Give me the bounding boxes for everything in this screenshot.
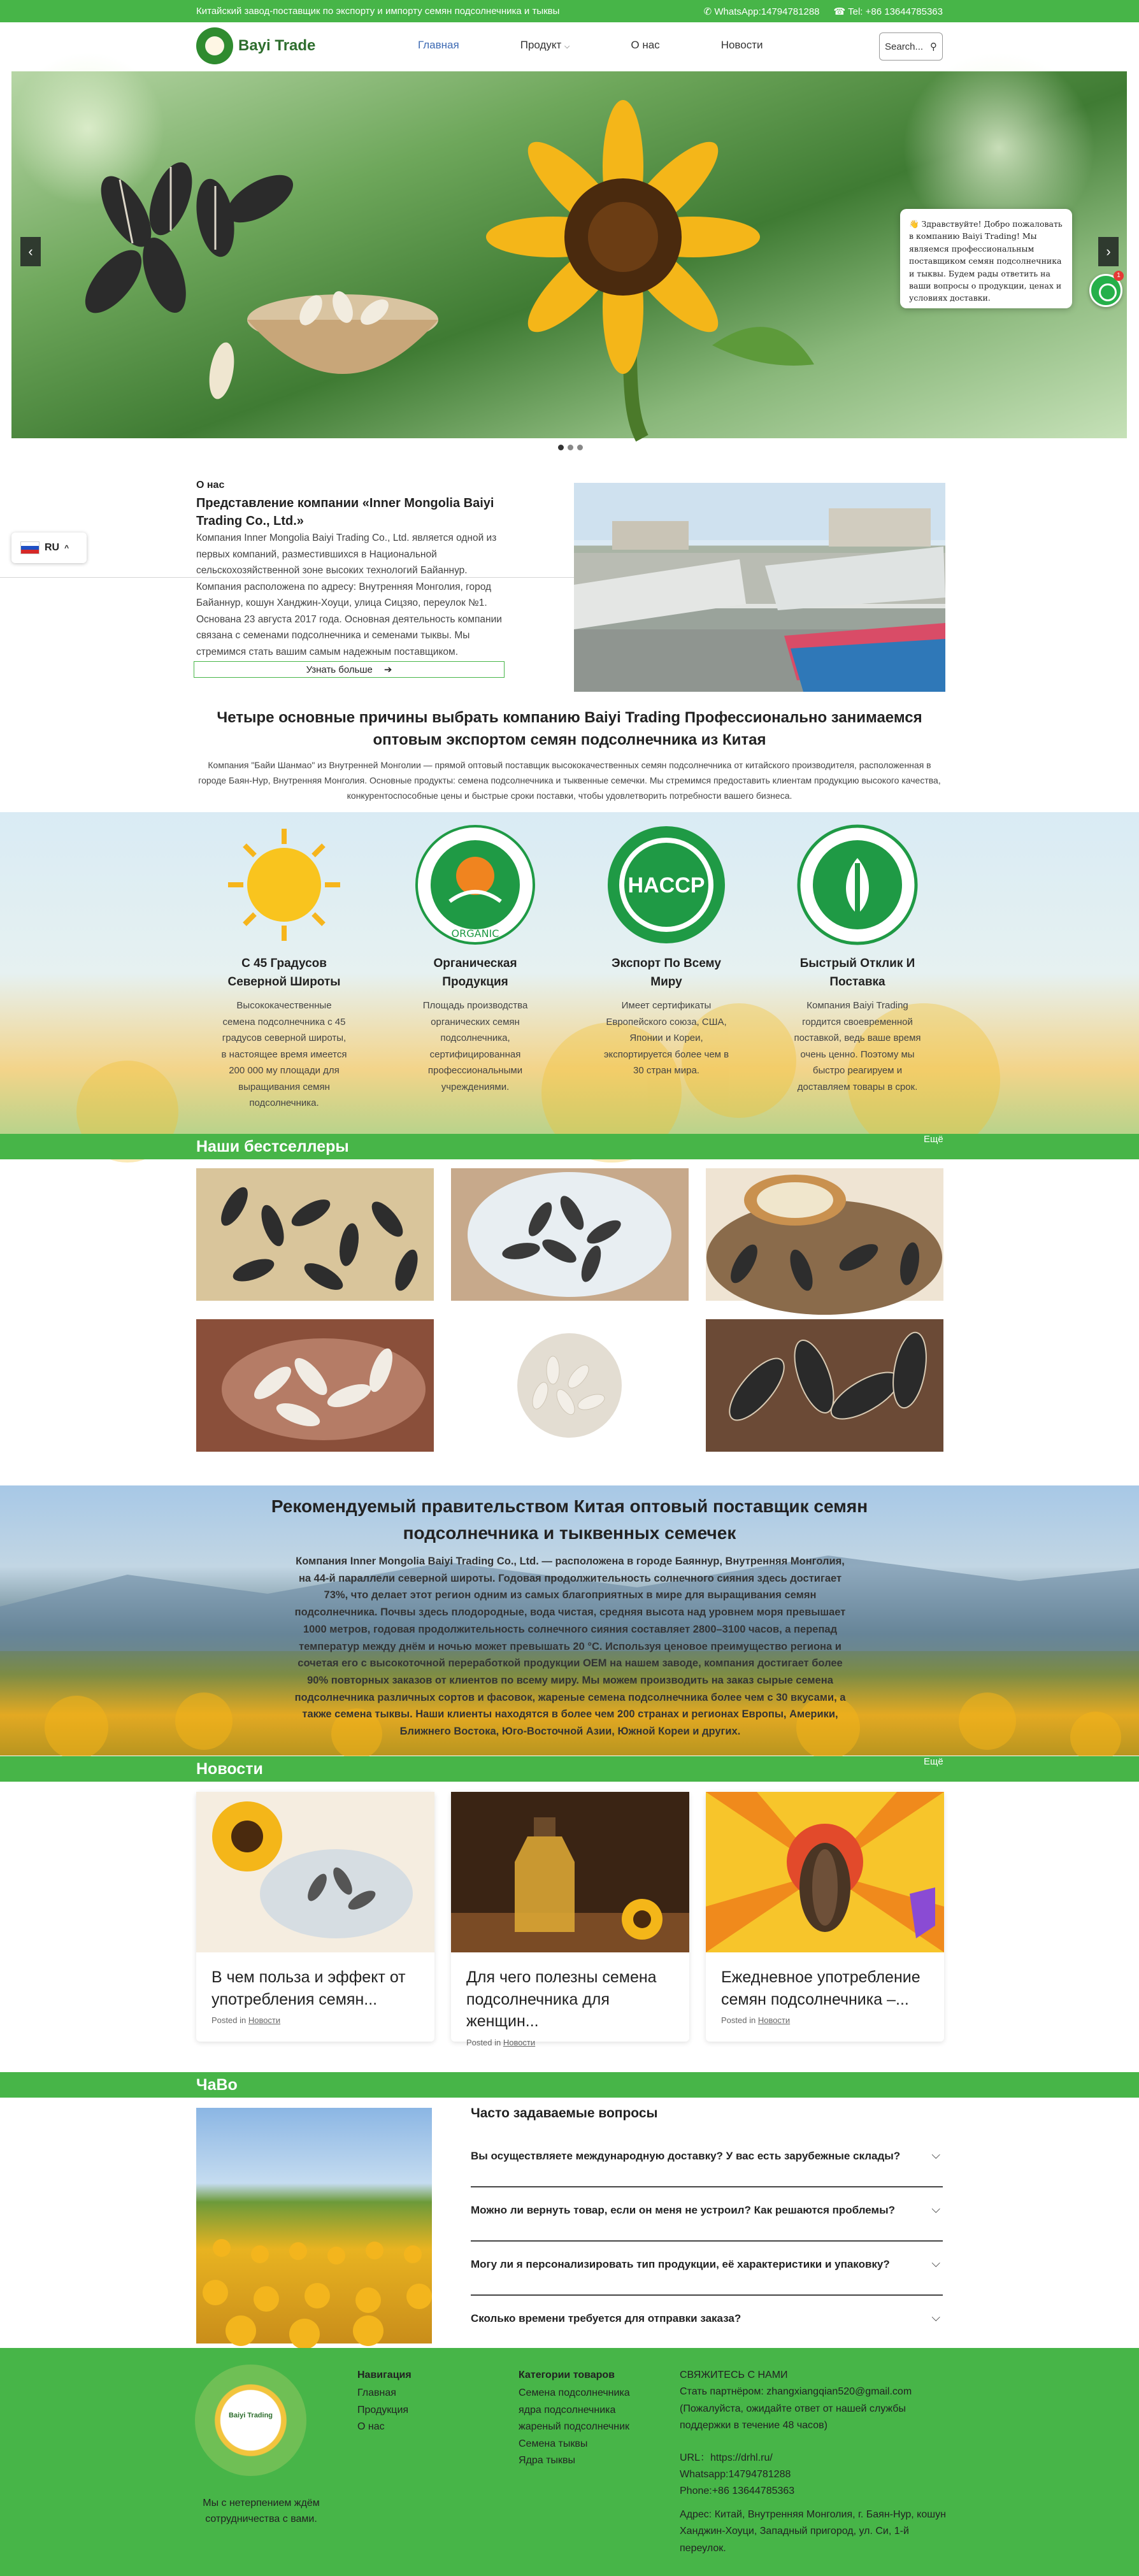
chat-popup[interactable] xyxy=(900,209,1072,308)
tel-text: Tel: +86 13644785363 xyxy=(848,6,943,17)
posted-label: Posted in xyxy=(466,2037,501,2047)
chevron-down-icon[interactable]: ⌵ xyxy=(931,2257,940,2270)
reason-title: Быстрый Отклик И Поставка xyxy=(799,957,915,989)
news-more-link[interactable]: Ещё xyxy=(924,1756,943,1767)
faq-title: Часто задаваемые вопросы xyxy=(471,2106,658,2121)
news-category-link[interactable]: Новости xyxy=(757,2015,791,2025)
chevron-right-icon: › xyxy=(1106,243,1111,259)
news-category-link[interactable]: Новости xyxy=(503,2037,536,2047)
footer-address: Адрес: Китай, Внутренняя Монголия, г. Баян-Нур, кошун Ханджин-Хоуци, Западный пригород, ул. Си, 1-й переулок. xyxy=(680,2508,946,2554)
haccp-badge-text: HACCP xyxy=(627,873,705,898)
search-placeholder: Search... xyxy=(885,41,924,52)
language-switcher[interactable] xyxy=(11,533,87,563)
footer-link[interactable]: Главная xyxy=(357,2387,396,2399)
reason-text: Имеет сертификаты Европейского союза, США, Японии и Кореи, экспортируется более чем в 30 стран мира. xyxy=(603,1000,729,1076)
chevron-up-icon: ^ xyxy=(64,543,69,552)
news-meta xyxy=(466,2038,689,2047)
reasons-title: Четыре основные причины выбрать компанию Baiyi Trading Профессионально занимаемся оптовым экспортом семян подсолнечника из Китая xyxy=(217,709,922,748)
reason-title: Экспорт По Всему Миру xyxy=(612,957,721,989)
about-text: Компания Inner Mongolia Baiyi Trading Co., Ltd. является одной из первых компаний, разместившихся в Национальной сельскохозяйственной зоне высоких технологий Байаннур. Компания расположена по адресу: Внутренняя Монголия, город Байаннур, кошун Ханджин-Хоуци, улица Сицзяо, переулок №1. Основана 23 августа 2017 года. Основная деятельность компании связана с семенами подсолнечника и семенами тыквы. Мы стремимся стать вашим самым надежным поставщиком. xyxy=(196,533,502,657)
organic-badge-text: ORGANIC xyxy=(451,927,499,940)
faq-item[interactable] xyxy=(471,2187,943,2242)
faq-item[interactable] xyxy=(471,2296,943,2350)
news-meta xyxy=(211,2015,434,2025)
footer-url[interactable]: URL：https://drhl.ru/ xyxy=(680,2452,773,2463)
reason-card xyxy=(603,825,730,1079)
slider-dot[interactable] xyxy=(568,445,573,450)
faq-question: Вы осуществляете международную доставку? У вас есть зарубежные склады? xyxy=(471,2150,901,2162)
recommended-title: Рекомендуемый правительством Китая оптовый поставщик семян подсолнечника и тыквенных семечек xyxy=(271,1496,868,1543)
search-icon[interactable]: ⚲ xyxy=(930,41,937,52)
learn-more-button[interactable] xyxy=(194,661,505,678)
reason-card xyxy=(794,825,921,1095)
nav-product[interactable] xyxy=(520,39,570,52)
reason-card xyxy=(220,825,348,1112)
slider-dot[interactable] xyxy=(577,445,583,450)
product-card[interactable] xyxy=(451,1319,689,1452)
reason-text: Площадь производства органических семян подсолнечника, сертифицированная профессиональными учреждениями. xyxy=(422,1000,528,1092)
footer-phone[interactable]: Phone:+86 13644785363 xyxy=(680,2486,795,2497)
reason-text: Компания Baiyi Trading гордится своевременной поставкой, ведь ваше время очень ценно. Поэтому мы быстро реагируем и доставляем товары в срок. xyxy=(794,1000,921,1092)
bestsellers-bar xyxy=(0,1134,1139,1159)
main-nav xyxy=(418,39,824,52)
news-card[interactable] xyxy=(706,1792,944,2042)
news-image xyxy=(706,1792,944,1952)
sunflower-field-image xyxy=(196,2108,432,2343)
chevron-down-icon[interactable]: ⌵ xyxy=(931,2311,940,2324)
product-card[interactable] xyxy=(196,1168,434,1301)
posted-label: Posted in xyxy=(721,2015,756,2025)
nav-product-label: Продукт xyxy=(520,39,562,51)
green-food-badge-icon xyxy=(798,825,917,945)
lang-code: RU xyxy=(45,542,60,553)
bestsellers-more-link[interactable]: Ещё xyxy=(924,1134,943,1145)
footer-logo-text: Baiyi Trading xyxy=(228,2412,273,2419)
factory-image xyxy=(574,483,945,692)
footer-categories xyxy=(519,2367,630,2469)
product-card[interactable] xyxy=(451,1168,689,1301)
nav-about[interactable]: О нас xyxy=(631,39,660,51)
faq-question: Можно ли вернуть товар, если он меня не устроил? Как решаются проблемы? xyxy=(471,2204,895,2216)
reason-title: Органическая Продукция xyxy=(433,957,517,989)
reasons-subtitle: Компания "Байи Шанмао" из Внутренней Монголии — прямой оптовый поставщик высококачественных семян подсолнечника от китайского производителя, расположенная в городе Баян-Нур, Внутренняя Монголия. Основные продукты: семена подсолнечника и тыквенные семечки. Мы стремимся предоставить клиентам продукцию высокого качества, конкурентоспособные цены и быстрые сроки поставки, чтобы удовлетворить потребности вашего бизнеса. xyxy=(198,760,941,801)
sun-icon xyxy=(224,825,344,945)
footer-tagline: Мы с нетерпением ждём сотрудничества с вами. xyxy=(203,2498,320,2524)
footer-nav xyxy=(357,2367,412,2436)
logo-text: Bayi Trade xyxy=(238,37,316,54)
top-bar xyxy=(0,0,1139,22)
site-logo[interactable] xyxy=(196,27,315,64)
news-card[interactable] xyxy=(196,1792,434,2042)
nav-news[interactable]: Новости xyxy=(720,39,763,51)
slider-dot[interactable] xyxy=(558,445,564,450)
bestsellers-title: Наши бестселлеры xyxy=(196,1138,349,1156)
about-label: О нас xyxy=(196,480,225,490)
whatsapp-link[interactable] xyxy=(704,6,820,17)
faq-bar xyxy=(0,2072,1139,2098)
reason-text: Высококачественные семена подсолнечника с 45 градусов северной широты, в настоящее время имеется 200 000 му площади для выращивания семян подсолнечника. xyxy=(221,1000,347,1108)
whatsapp-text: WhatsApp:14794781288 xyxy=(714,6,820,17)
chat-badge: 1 xyxy=(1114,271,1124,281)
reason-card xyxy=(412,825,539,1095)
reasons-background xyxy=(0,812,1139,1134)
footer-contact xyxy=(680,2367,947,2557)
footer-contact-title: СВЯЖИТЕСЬ С НАМИ xyxy=(680,2370,788,2380)
product-card[interactable] xyxy=(196,1319,434,1452)
logo-icon xyxy=(196,27,233,64)
faq-question: Сколько времени требуется для отправки заказа? xyxy=(471,2312,741,2324)
chevron-down-icon[interactable]: ⌵ xyxy=(931,2149,940,2161)
posted-label: Posted in xyxy=(211,2015,247,2025)
product-card[interactable] xyxy=(706,1319,943,1452)
news-headline[interactable]: В чем польза и эффект от употребления семян... xyxy=(211,1968,406,2008)
phone-icon: ☎ xyxy=(833,6,846,17)
footer-link[interactable]: Семена тыквы xyxy=(519,2438,588,2449)
faq-item[interactable] xyxy=(471,2133,943,2187)
top-tagline: Китайский завод-поставщик по экспорту и импорту семян подсолнечника и тыквы xyxy=(196,6,560,17)
news-headline[interactable]: Ежедневное употребление семян подсолнечника –... xyxy=(721,1968,921,2008)
chevron-down-icon[interactable]: ⌵ xyxy=(931,2203,940,2215)
chevron-down-icon: ⌵ xyxy=(564,43,570,50)
organic-badge-icon xyxy=(415,825,535,945)
tel-link[interactable] xyxy=(834,6,943,17)
footer-link[interactable]: Продукция xyxy=(357,2404,409,2415)
news-headline[interactable]: Для чего полезны семена подсолнечника для женщин... xyxy=(466,1968,657,2030)
footer-link[interactable]: ядра подсолнечника xyxy=(519,2404,616,2415)
slider-prev-button[interactable] xyxy=(20,237,41,266)
about-title: Представление компании «Inner Mongolia Baiyi Trading Co., Ltd.» xyxy=(196,496,494,528)
reason-title: С 45 Градусов Северной Широты xyxy=(227,957,341,989)
footer-nav-title: Навигация xyxy=(357,2370,412,2380)
footer-whatsapp[interactable]: Whatsapp:14794781288 xyxy=(680,2468,791,2480)
russia-flag-icon xyxy=(20,541,39,554)
news-category-link[interactable]: Новости xyxy=(248,2015,281,2025)
faq-question: Могу ли я персонализировать тип продукции, её характеристики и упаковку? xyxy=(471,2258,890,2270)
product-card[interactable] xyxy=(706,1168,943,1301)
learn-more-label: Узнать больше xyxy=(306,664,373,675)
slider-next-button[interactable] xyxy=(1098,237,1119,266)
chat-message: Здравствуйте! Добро пожаловать в компанию Baiyi Trading! Мы являемся профессиональным поставщиком семян подсолнечника и тыквы. Будем рады ответить на ваши вопросы о продукции, ценах и условиях доставки. xyxy=(909,219,1063,303)
arrow-circle-icon: ➔ xyxy=(383,664,392,675)
footer-link[interactable]: Ядра тыквы xyxy=(519,2454,575,2466)
wave-icon: 👋 xyxy=(909,219,919,229)
news-image xyxy=(196,1792,434,1952)
recommended-text: Компания Inner Mongolia Baiyi Trading Co., Ltd. — расположена в городе Баяннур, Внутренняя Монголия, на 44-й параллели северной широты. Годовая продолжительность солнечного сияния здесь достигает 73%, что делает этот регион одним из самых благоприятных в мире для выращивания семян подсолнечника. Почвы здесь плодородные, вода чистая, средняя высота над уровнем моря превышает 1000 метров, годовая продолжительность солнечного сияния составляет 2800–3100 часов, а перепад температур между днём и ночью может превышать 20 °C. Используя ценовое преимущество региона и сочетая его с высокоточной переработкой продукции OEM на нашем заводе, компания достигает более 90% повторных заказов от клиентов по всему миру. Мы можем производить на заказ сырые семена подсолнечника различных сортов и фасовок, жареные семена подсолнечника более чем с 30 вкусами, а также семена тыквы. Наши клиенты находятся в более чем 200 странах и регионах Европы, Америки, Ближнего Востока, Юго-Восточной Азии, Южной Кореи и других. xyxy=(294,1556,846,1738)
footer-email[interactable]: Стать партнёром: zhangxiangqian520@gmail.com xyxy=(680,2386,912,2398)
news-title: Новости xyxy=(196,1760,263,1778)
faq-item[interactable] xyxy=(471,2242,943,2296)
news-meta xyxy=(721,2015,944,2025)
chevron-left-icon: ‹ xyxy=(28,243,33,259)
faq-bar-title: ЧаВо xyxy=(196,2076,238,2094)
news-bar xyxy=(0,1756,1139,1782)
footer-link[interactable]: жареный подсолнечник xyxy=(519,2421,630,2433)
footer-cat-title: Категории товаров xyxy=(519,2370,615,2380)
news-image xyxy=(451,1792,689,1952)
footer-link[interactable]: О нас xyxy=(357,2421,385,2433)
footer-note: (Пожалуйста, ожидайте ответ от нашей службы поддержки в течение 48 часов) xyxy=(680,2403,906,2431)
footer-link[interactable]: Семена подсолнечника xyxy=(519,2387,630,2399)
search-input[interactable] xyxy=(879,32,943,61)
footer-logo xyxy=(195,2365,306,2476)
haccp-badge-icon xyxy=(606,825,726,945)
whatsapp-icon: ✆ xyxy=(703,6,712,17)
nav-home[interactable]: Главная xyxy=(418,39,459,51)
news-card[interactable] xyxy=(451,1792,689,2047)
slider-dots xyxy=(558,445,583,450)
